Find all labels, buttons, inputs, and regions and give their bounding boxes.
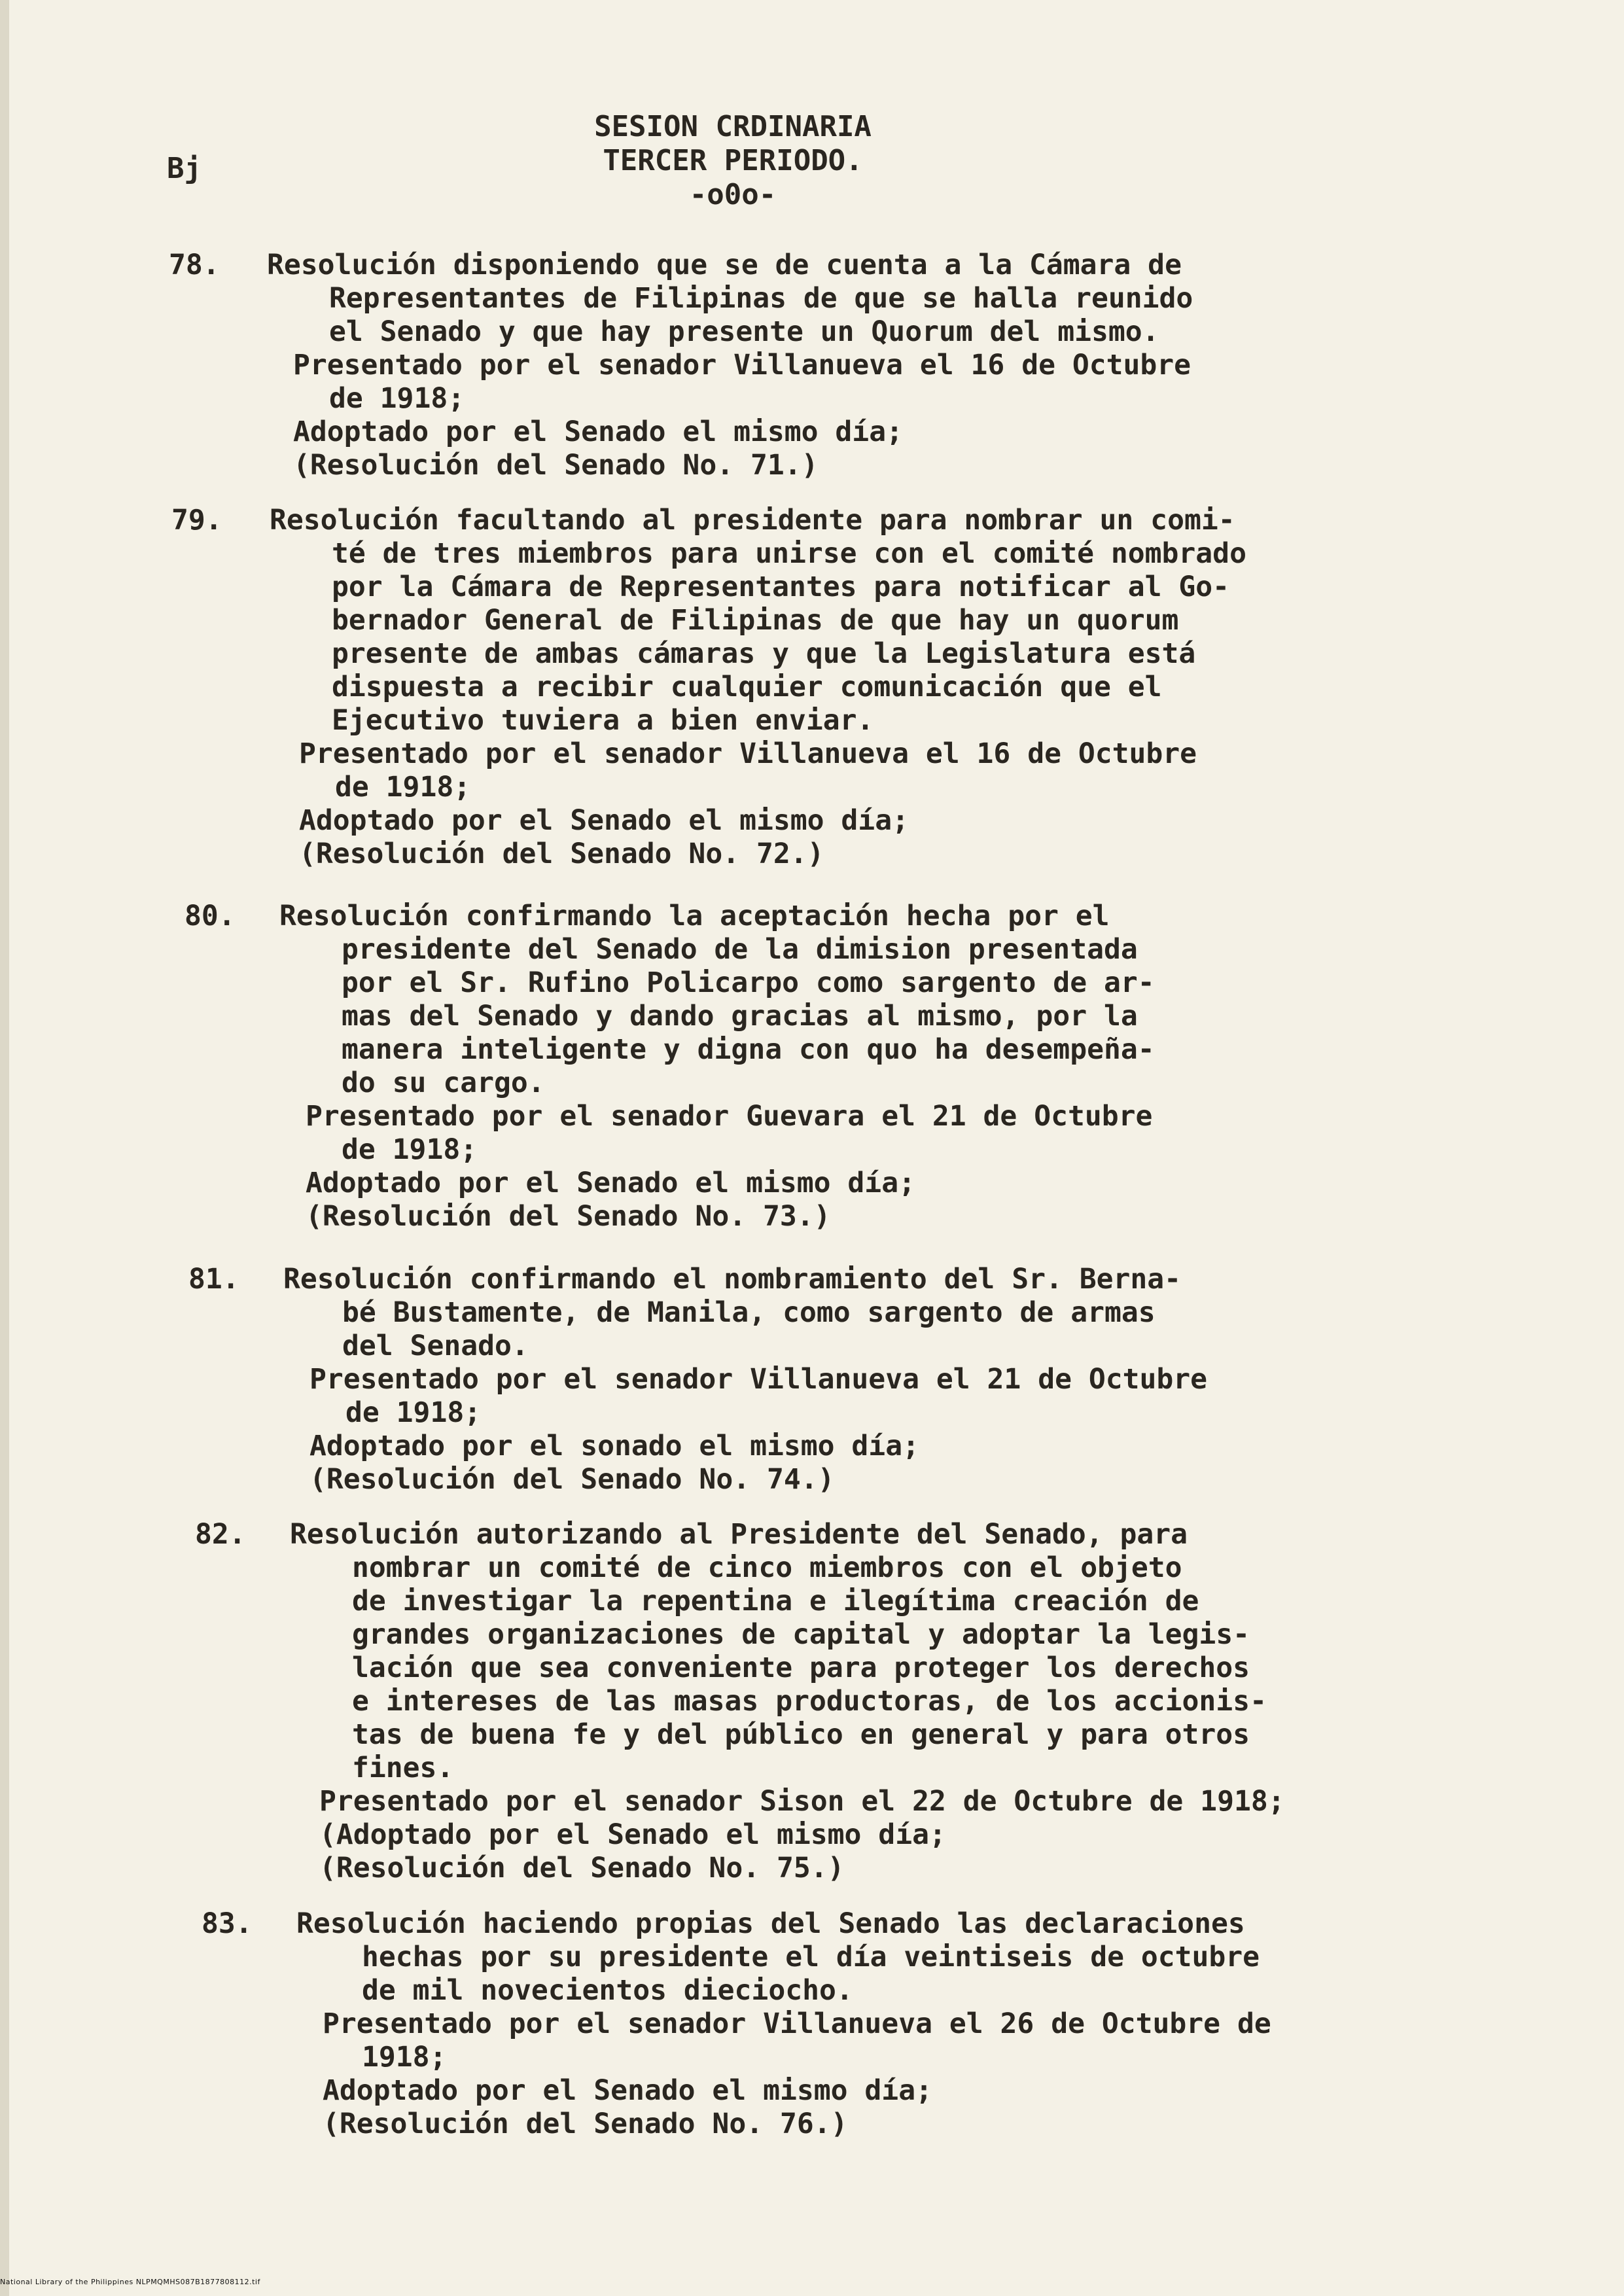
resolution-number-line: (Resolución del Senado No. 72.) [299,838,824,870]
presented-date-line: de 1918; [345,1396,482,1429]
presented-line: Presentado por el senador Villanueva el 16 de Octubre [299,737,1197,770]
resolution-number-line: (Resolución del Senado No. 76.) [323,2108,848,2140]
typist-initials: Bj [167,152,202,185]
presented-date-line: 1918; [362,2041,447,2074]
resolution-number-line: (Resolución del Senado No. 71.) [293,449,819,482]
entry-text-line: do su cargo. [342,1067,545,1099]
entry-text-line: dispuesta a recibir cualquier comunicación que el [332,671,1162,703]
entry-text-line: presente de ambas cámaras y que la Legislatura está [332,637,1196,670]
entry-text-line: Resolución haciendo propias del Senado las declaraciones [296,1907,1245,1940]
entry-text-line: Resolución disponiendo que se de cuenta a la Cámara de [267,249,1182,281]
resolution-number-line: (Resolución del Senado No. 75.) [319,1852,845,1884]
entry-text-line: de investigar la repentina e ilegítima creación de [352,1585,1199,1617]
presented-date-line: de 1918; [329,382,465,415]
adopted-line: Adoptado por el Senado el mismo día; [306,1167,915,1199]
entry-text-line: nombrar un comité de cinco miembros con el objeto [352,1551,1182,1584]
adopted-line: Adoptado por el Senado el mismo día; [323,2074,932,2107]
entry-text-line: e intereses de las masas productoras, de los accionis- [352,1685,1267,1718]
entry-text-line: grandes organizaciones de capital y adoptar la legis- [352,1618,1250,1651]
presented-line: Presentado por el senador Guevara el 21 de Octubre [306,1100,1153,1133]
archive-footer: National Library of the Philippines NLPMQMHS087B1877808112.tif [0,2278,260,2286]
adopted-line: (Adoptado por el Senado el mismo día; [319,1818,946,1851]
entry-text-line: Ejecutivo tuviera a bien enviar. [332,704,874,737]
entry-text-line: Resolución autorizando al Presidente del Senado, para [290,1518,1188,1551]
header-divider: -o0o- [689,178,777,211]
entry-text-line: bernador General de Filipinas de que hay un quorum [332,604,1179,637]
entry-text-line: presidente del Senado de la dimision presentada [342,933,1138,966]
entry-number: 80. [185,900,236,932]
entry-number: 79. [171,504,222,537]
resolution-number-line: (Resolución del Senado No. 73.) [306,1200,831,1233]
entry-text-line: manera inteligente y digna con quo ha desempeña- [342,1033,1155,1066]
presented-line: Presentado por el senador Villanueva el 16 de Octubre [293,349,1192,381]
adopted-line: Adoptado por el Senado el mismo día; [299,804,909,837]
resolution-number-line: (Resolución del Senado No. 74.) [309,1463,835,1496]
entry-text-line: té de tres miembros para unirse con el comité nombrado [332,537,1246,570]
session-title: SESION CRDINARIA [594,110,872,143]
presented-line: Presentado por el senador Sison el 22 de Octubre de 1918; [319,1785,1285,1818]
entry-text-line: Resolución facultando al presidente para nombrar un comi- [270,504,1235,537]
presented-date-line: de 1918; [342,1133,478,1166]
presented-line: Presentado por el senador Villanueva el 26 de Octubre de [323,2007,1271,2040]
entry-text-line: de mil novecientos dieciocho. [362,1974,853,2007]
entry-text-line: Resolución confirmando la aceptación hecha por el [279,900,1110,932]
entry-text-line: Representantes de Filipinas de que se halla reunido [329,282,1193,315]
adopted-line: Adoptado por el sonado el mismo día; [309,1430,919,1462]
entry-number: 81. [188,1263,239,1296]
presented-line: Presentado por el senador Villanueva el 21 de Octubre [309,1363,1208,1396]
entry-number: 83. [202,1907,253,1940]
scan-edge [0,0,9,2296]
page-header [484,110,981,212]
entry-text-line: lación que sea conveniente para proteger los derechos [352,1651,1250,1684]
entry-text-line: bé Bustamente, de Manila, como sargento de armas [342,1296,1156,1329]
entry-text-line: mas del Senado y dando gracias al mismo, por la [342,1000,1138,1033]
entry-number: 78. [169,249,220,281]
entry-text-line: por la Cámara de Representantes para notificar al Go- [332,571,1230,603]
entry-text-line: del Senado. [342,1330,529,1362]
entry-text-line: fines. [352,1752,454,1784]
entry-text-line: el Senado y que hay presente un Quorum del mismo. [329,315,1159,348]
entry-text-line: tas de buena fe y del público en general y para otros [352,1718,1250,1751]
entry-text-line: Resolución confirmando el nombramiento del Sr. Berna- [283,1263,1182,1296]
adopted-line: Adoptado por el Senado el mismo día; [293,415,903,448]
entry-text-line: hechas por su presidente el día veintiseis de octubre [362,1941,1260,1973]
entry-text-line: por el Sr. Rufino Policarpo como sargento de ar- [342,966,1155,999]
entry-number: 82. [195,1518,246,1551]
period-title: TERCER PERIODO. [603,144,863,177]
presented-date-line: de 1918; [335,771,471,804]
